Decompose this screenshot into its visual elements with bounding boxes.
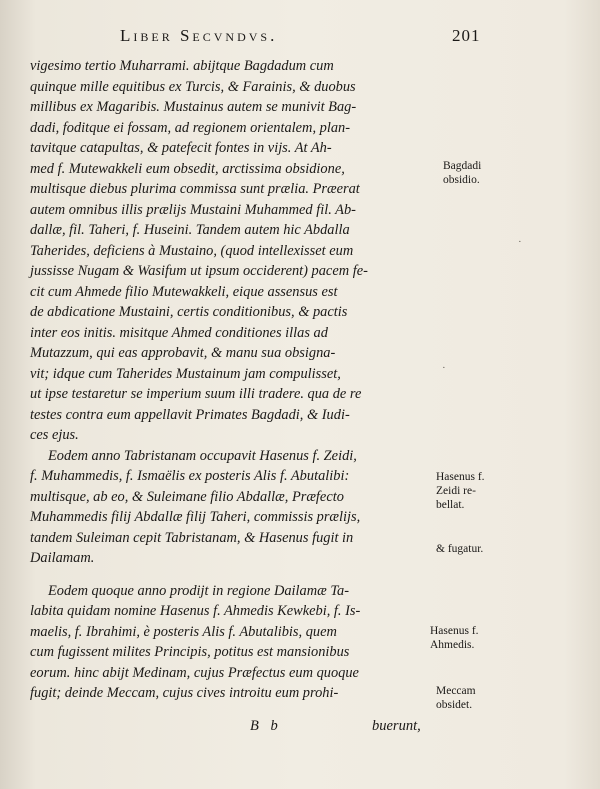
- margin-note-bagdadi: [443, 159, 481, 187]
- page-number: 201: [452, 26, 481, 45]
- stray-mark: ·: [442, 362, 446, 374]
- text-line: Eodem quoque anno prodijt in regione Dailamæ Ta-: [48, 582, 349, 599]
- paragraph-2: [30, 446, 438, 569]
- text-line: quinque mille equitibus ex Turcis, & Farainis, & duobus: [30, 78, 356, 95]
- text-line: vigesimo tertio Muharrami. abijtque Bagdadum cum: [30, 58, 334, 74]
- signature-mark: B b: [250, 718, 282, 734]
- text-line: multisque diebus plurima commissa sunt prælia. Præerat: [30, 181, 360, 197]
- note-line: Bagdadi: [443, 160, 482, 172]
- text-line: millibus ex Magaribis. Mustainus autem se munivit Bag-: [30, 99, 357, 115]
- catchword: buerunt,: [372, 718, 421, 734]
- text-line: jussisse Nugam & Wasifum ut ipsum occiderent) pacem fe-: [30, 263, 368, 279]
- text-line: ut ipse testaretur se imperium suum illi tradere. qua de re: [30, 386, 362, 402]
- running-head: Liber Secvndvs.: [120, 26, 278, 45]
- text-line: Mutazzum, qui eas approbavit, & manu sua obsigna-: [30, 345, 336, 361]
- text-line: tavitque catapultas, & patefecit fontes in vijs. At Ah-: [30, 140, 332, 156]
- note-line: & fugatur.: [436, 543, 484, 555]
- margin-note-hasenus-ahmedis: [430, 624, 479, 652]
- text-line: inter eos initis. misitque Ahmed conditiones illas ad: [30, 324, 328, 341]
- text-line: de abdicatione Mustaini, certis conditionibus, & pactis: [30, 304, 348, 320]
- text-line: Taherides, deficiens à Mustaino, (quod intellexisset eum: [30, 242, 354, 259]
- note-line: obsidio.: [443, 174, 480, 186]
- paragraph-1: [30, 56, 438, 446]
- main-text: [30, 56, 438, 704]
- text-line: f. Muhammedis, f. Ismaëlis ex posteris Alis f. Abutalibi:: [30, 468, 350, 484]
- text-line: Eodem anno Tabristanam occupavit Hasenus f. Zeidi,: [48, 447, 357, 464]
- text-line: eorum. hinc abijt Medinam, cujus Præfectus eum quoque: [30, 664, 359, 681]
- text-line: med f. Mutewakkeli eum obsedit, arctissima obsidione,: [30, 160, 345, 177]
- note-line: Ahmedis.: [430, 639, 475, 651]
- text-line: ces ejus.: [30, 427, 79, 443]
- margin-note-fugatur: [436, 542, 483, 556]
- text-line: maelis, f. Ibrahimi, è posteris Alis f. Abutalibis, quem: [30, 623, 337, 640]
- text-line: labita quidam nomine Hasenus f. Ahmedis Kewkebi, f. Is-: [30, 603, 361, 619]
- note-line: Hasenus f.: [430, 625, 479, 637]
- text-line: cit cum Ahmede filio Mutewakkeli, eique assensus est: [30, 283, 338, 300]
- text-line: autem omnibus illis prælijs Mustaini Muhammed fil. Ab-: [30, 201, 356, 218]
- text-line: Muhammedis filij Abdallæ filij Taheri, commissis prælijs,: [30, 509, 361, 525]
- margin-note-meccam: [436, 684, 476, 712]
- text-line: dallæ, fil. Taheri, f. Huseini. Tandem autem hic Abdalla: [30, 222, 350, 238]
- note-line: Zeidi re-: [436, 485, 476, 497]
- text-line: Dailamam.: [30, 550, 95, 566]
- text-line: cum fugissent milites Principis, potitus est mansionibus: [30, 644, 350, 660]
- text-line: multisque, ab eo, & Suleimane filio Abdallæ, Præfecto: [30, 488, 344, 505]
- paragraph-3: [30, 581, 438, 704]
- text-line: testes contra eum appellavit Primates Bagdadi, & Iudi-: [30, 406, 350, 423]
- note-line: bellat.: [436, 499, 465, 511]
- note-line: obsidet.: [436, 699, 473, 711]
- note-line: Hasenus f.: [436, 471, 485, 483]
- note-line: Meccam: [436, 685, 476, 697]
- text-line: tandem Suleiman cepit Tabristanam, & Hasenus fugit in: [30, 529, 354, 546]
- margin-note-hasenus-zeidi: [436, 470, 485, 512]
- stray-mark: ·: [518, 236, 522, 248]
- paragraph-gap: [30, 569, 438, 581]
- text-line: dadi, foditque ei fossam, ad regionem orientalem, plan-: [30, 119, 351, 136]
- text-line: vit; idque cum Taherides Mustainum jam compulisset,: [30, 365, 341, 382]
- text-line: fugit; deinde Meccam, cujus cives introitu eum prohi-: [30, 685, 339, 701]
